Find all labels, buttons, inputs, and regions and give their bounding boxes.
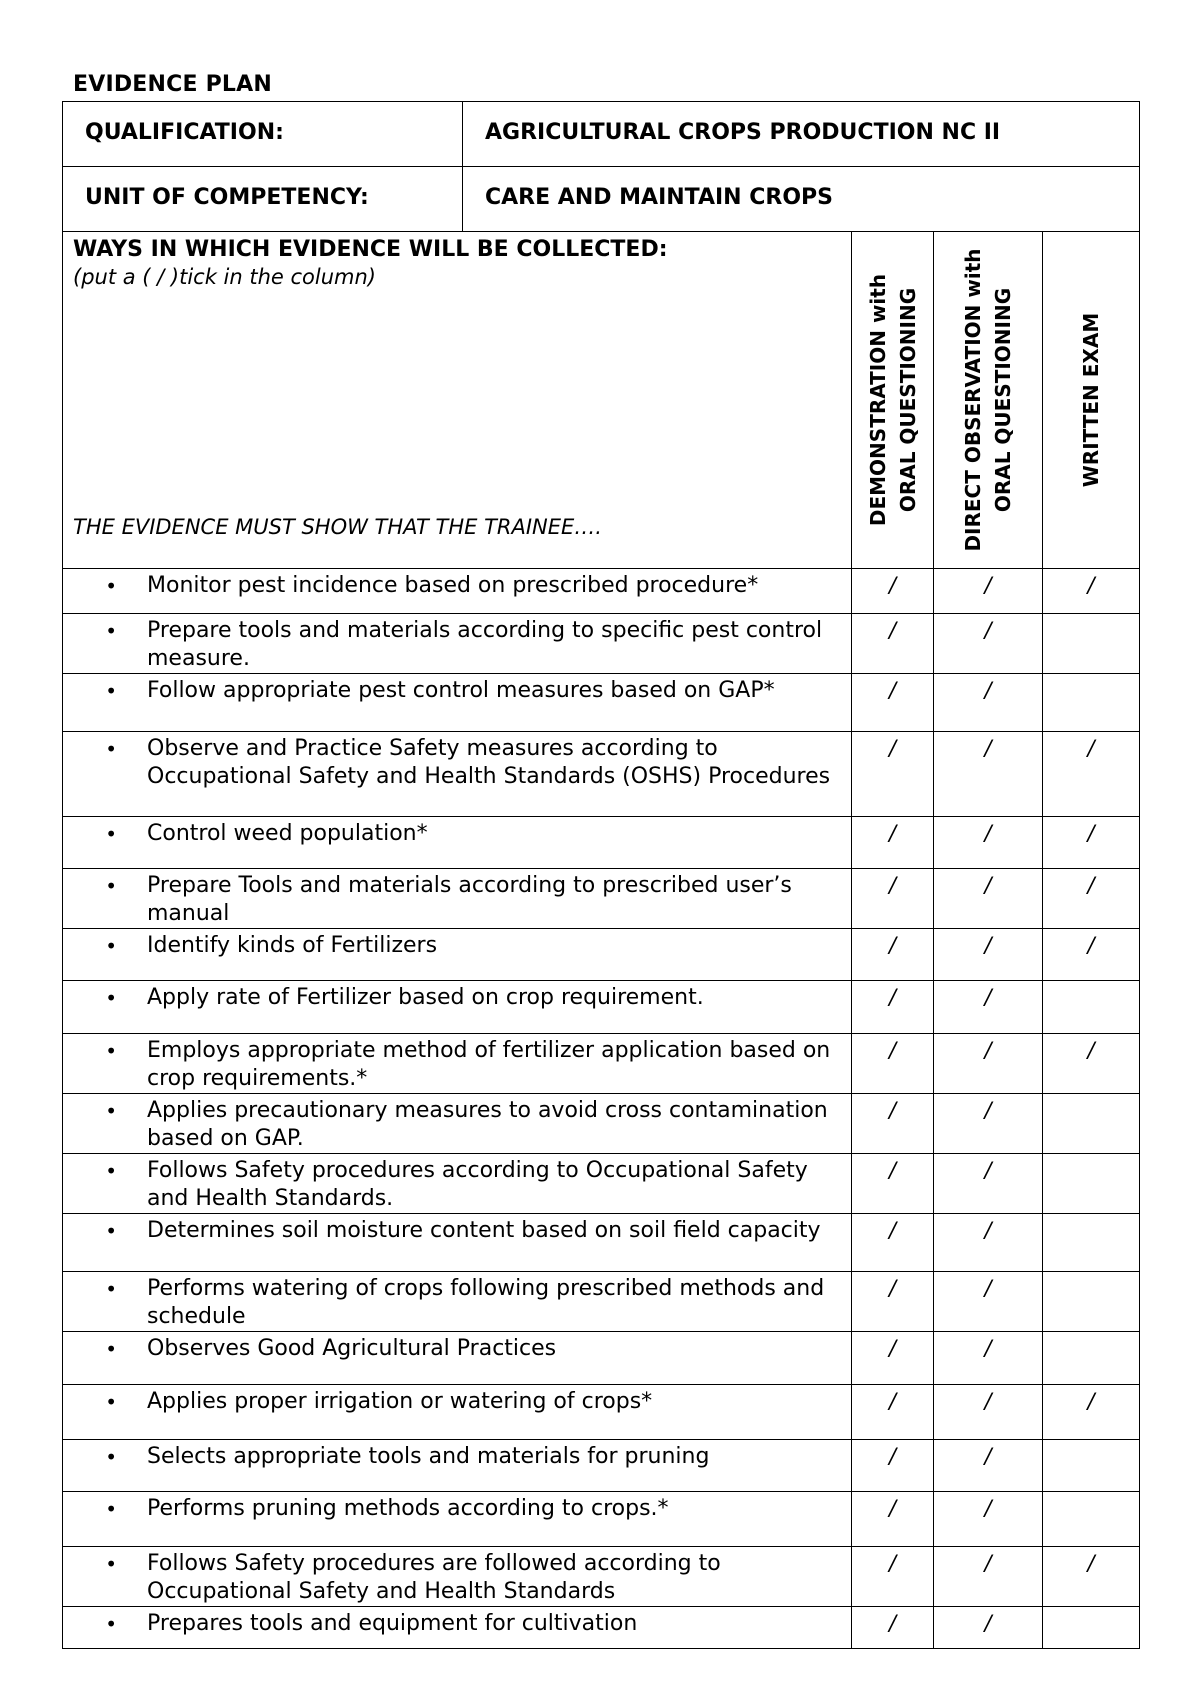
tick-cell: / bbox=[852, 1547, 934, 1607]
tick-cell bbox=[1043, 1440, 1140, 1492]
criterion-cell bbox=[63, 817, 852, 869]
tick-cell: / bbox=[934, 1607, 1043, 1649]
tick-cell: / bbox=[852, 1332, 934, 1385]
unit-row bbox=[63, 167, 1140, 232]
unit-value: CARE AND MAINTAIN CROPS bbox=[463, 167, 1140, 232]
criterion-text: Observe and Practice Safety measures according to Occupational Safety and Health Standards (OSHS) Procedures bbox=[147, 736, 831, 789]
tick-cell: / bbox=[934, 1034, 1043, 1094]
criterion-row bbox=[63, 1094, 1140, 1154]
tick-cell: / bbox=[852, 674, 934, 732]
criterion-row bbox=[63, 1547, 1140, 1607]
criterion-row bbox=[63, 732, 1140, 817]
tick-cell: / bbox=[852, 614, 934, 674]
criterion-cell bbox=[63, 1492, 852, 1547]
tick-cell: / bbox=[852, 929, 934, 981]
criterion-text: Performs pruning methods according to crops.* bbox=[147, 1496, 669, 1521]
criterion-text: Follows Safety procedures according to Occupational Safety and Health Standards. bbox=[147, 1158, 808, 1211]
criterion-row bbox=[63, 817, 1140, 869]
tick-cell bbox=[1043, 1154, 1140, 1214]
tick-cell: / bbox=[934, 817, 1043, 869]
tick-cell: / bbox=[934, 1547, 1043, 1607]
tick-cell: / bbox=[852, 569, 934, 614]
tick-cell: / bbox=[852, 1492, 934, 1547]
tick-cell: / bbox=[852, 1214, 934, 1272]
document-title: EVIDENCE PLAN bbox=[73, 72, 272, 97]
criterion-row bbox=[63, 929, 1140, 981]
bullet-icon: • bbox=[105, 1039, 117, 1063]
tick-cell: / bbox=[852, 1607, 934, 1649]
criterion-text: Follows Safety procedures are followed according to Occupational Safety and Health Standards bbox=[147, 1551, 721, 1604]
tick-cell bbox=[1043, 1214, 1140, 1272]
criterion-text: Monitor pest incidence based on prescribed procedure* bbox=[147, 573, 759, 598]
unit-label: UNIT OF COMPETENCY: bbox=[63, 167, 463, 232]
criterion-text: Prepares tools and equipment for cultivation bbox=[147, 1611, 638, 1636]
tick-cell: / bbox=[934, 614, 1043, 674]
qualification-label: QUALIFICATION: bbox=[63, 102, 463, 167]
criterion-text: Apply rate of Fertilizer based on crop requirement. bbox=[147, 985, 704, 1010]
tick-cell: / bbox=[934, 1492, 1043, 1547]
tick-cell: / bbox=[1043, 869, 1140, 929]
bullet-icon: • bbox=[105, 874, 117, 898]
tick-cell: / bbox=[1043, 929, 1140, 981]
tick-cell bbox=[1043, 1607, 1140, 1649]
criterion-cell bbox=[63, 1154, 852, 1214]
criterion-cell bbox=[63, 1094, 852, 1154]
criterion-cell bbox=[63, 929, 852, 981]
bullet-icon: • bbox=[105, 1497, 117, 1521]
method-label: WRITTEN EXAM bbox=[1079, 312, 1103, 488]
tick-cell: / bbox=[852, 1034, 934, 1094]
tick-cell: / bbox=[852, 732, 934, 817]
criterion-cell bbox=[63, 674, 852, 732]
tick-cell bbox=[1043, 674, 1140, 732]
criterion-row bbox=[63, 1332, 1140, 1385]
bullet-icon: • bbox=[105, 1552, 117, 1576]
tick-cell: / bbox=[852, 1385, 934, 1440]
tick-cell: / bbox=[934, 1440, 1043, 1492]
criterion-cell bbox=[63, 1272, 852, 1332]
ways-note: (put a ( / )tick in the column) bbox=[73, 265, 377, 289]
tick-cell: / bbox=[1043, 732, 1140, 817]
tick-cell: / bbox=[1043, 1547, 1140, 1607]
bullet-icon: • bbox=[105, 1159, 117, 1183]
criterion-text: Observes Good Agricultural Practices bbox=[147, 1336, 557, 1361]
criterion-text: Identify kinds of Fertilizers bbox=[147, 933, 438, 958]
criterion-cell bbox=[63, 1332, 852, 1385]
tick-cell: / bbox=[934, 929, 1043, 981]
method-header-written-exam bbox=[1043, 232, 1140, 569]
criterion-row bbox=[63, 614, 1140, 674]
criterion-row bbox=[63, 1034, 1140, 1094]
criterion-row bbox=[63, 569, 1140, 614]
tick-cell bbox=[1043, 614, 1140, 674]
bullet-icon: • bbox=[105, 986, 117, 1010]
criterion-row bbox=[63, 1607, 1140, 1649]
tick-cell: / bbox=[934, 732, 1043, 817]
criterion-cell bbox=[63, 1440, 852, 1492]
criterion-row bbox=[63, 869, 1140, 929]
method-header-direct-observation bbox=[934, 232, 1043, 569]
criterion-cell bbox=[63, 1214, 852, 1272]
criterion-row bbox=[63, 1385, 1140, 1440]
tick-cell bbox=[1043, 1272, 1140, 1332]
tick-cell: / bbox=[1043, 1385, 1140, 1440]
tick-cell: / bbox=[852, 817, 934, 869]
criterion-cell bbox=[63, 569, 852, 614]
criterion-row bbox=[63, 1272, 1140, 1332]
tick-cell: / bbox=[934, 674, 1043, 732]
criterion-cell bbox=[63, 1547, 852, 1607]
tick-cell bbox=[1043, 1332, 1140, 1385]
tick-cell: / bbox=[934, 1272, 1043, 1332]
criterion-row bbox=[63, 1214, 1140, 1272]
tick-cell: / bbox=[934, 1385, 1043, 1440]
ways-cell bbox=[63, 232, 852, 569]
criterion-text: Selects appropriate tools and materials for pruning bbox=[147, 1444, 710, 1469]
tick-cell: / bbox=[934, 1154, 1043, 1214]
tick-cell: / bbox=[934, 1094, 1043, 1154]
bullet-icon: • bbox=[105, 1390, 117, 1414]
tick-cell: / bbox=[934, 869, 1043, 929]
bullet-icon: • bbox=[105, 1277, 117, 1301]
tick-cell: / bbox=[934, 569, 1043, 614]
tick-cell: / bbox=[852, 1272, 934, 1332]
criterion-cell bbox=[63, 1607, 852, 1649]
criterion-cell bbox=[63, 1034, 852, 1094]
bullet-icon: • bbox=[105, 1099, 117, 1123]
bullet-icon: • bbox=[105, 737, 117, 761]
methods-header-row bbox=[63, 232, 1140, 569]
bullet-icon: • bbox=[105, 619, 117, 643]
criterion-text: Applies precautionary measures to avoid cross contamination based on GAP. bbox=[147, 1098, 828, 1151]
bullet-icon: • bbox=[105, 934, 117, 958]
bullet-icon: • bbox=[105, 679, 117, 703]
criterion-cell bbox=[63, 732, 852, 817]
tick-cell bbox=[1043, 1094, 1140, 1154]
bullet-icon: • bbox=[105, 822, 117, 846]
criterion-row bbox=[63, 674, 1140, 732]
criterion-text: Follow appropriate pest control measures based on GAP* bbox=[147, 678, 775, 703]
criterion-row bbox=[63, 1440, 1140, 1492]
method-header-demonstration bbox=[852, 232, 934, 569]
criterion-row bbox=[63, 1492, 1140, 1547]
bullet-icon: • bbox=[105, 1445, 117, 1469]
criterion-text: Prepare Tools and materials according to prescribed user’s manual bbox=[147, 873, 792, 926]
tick-cell: / bbox=[934, 981, 1043, 1034]
bullet-icon: • bbox=[105, 1337, 117, 1361]
bullet-icon: • bbox=[105, 1612, 117, 1636]
bullet-icon: • bbox=[105, 574, 117, 598]
qualification-row bbox=[63, 102, 1140, 167]
ways-must-show: THE EVIDENCE MUST SHOW THAT THE TRAINEE…. bbox=[73, 515, 602, 539]
tick-cell: / bbox=[852, 981, 934, 1034]
tick-cell bbox=[1043, 1492, 1140, 1547]
criterion-text: Control weed population* bbox=[147, 821, 428, 846]
tick-cell bbox=[1043, 981, 1140, 1034]
evidence-plan-table bbox=[62, 101, 1140, 1649]
bullet-icon: • bbox=[105, 1219, 117, 1243]
ways-title: WAYS IN WHICH EVIDENCE WILL BE COLLECTED: bbox=[73, 237, 668, 262]
criterion-text: Applies proper irrigation or watering of crops* bbox=[147, 1389, 653, 1414]
criterion-cell bbox=[63, 981, 852, 1034]
criterion-text: Prepare tools and materials according to specific pest control measure. bbox=[147, 618, 823, 671]
tick-cell: / bbox=[1043, 1034, 1140, 1094]
criterion-cell bbox=[63, 1385, 852, 1440]
criterion-row bbox=[63, 1154, 1140, 1214]
method-label: DIRECT OBSERVATION with ORAL QUESTIONING bbox=[961, 248, 1015, 552]
tick-cell: / bbox=[1043, 817, 1140, 869]
tick-cell: / bbox=[852, 869, 934, 929]
tick-cell: / bbox=[852, 1094, 934, 1154]
criterion-cell bbox=[63, 869, 852, 929]
tick-cell: / bbox=[852, 1154, 934, 1214]
criterion-text: Performs watering of crops following prescribed methods and schedule bbox=[147, 1276, 825, 1329]
criterion-cell bbox=[63, 614, 852, 674]
tick-cell: / bbox=[852, 1440, 934, 1492]
criterion-text: Determines soil moisture content based on soil field capacity bbox=[147, 1218, 821, 1243]
criterion-row bbox=[63, 981, 1140, 1034]
tick-cell: / bbox=[934, 1214, 1043, 1272]
criterion-text: Employs appropriate method of fertilizer application based on crop requirements.* bbox=[147, 1038, 831, 1091]
tick-cell: / bbox=[934, 1332, 1043, 1385]
qualification-value: AGRICULTURAL CROPS PRODUCTION NC II bbox=[463, 102, 1140, 167]
tick-cell: / bbox=[1043, 569, 1140, 614]
method-label: DEMONSTRATION with ORAL QUESTIONING bbox=[865, 273, 920, 527]
